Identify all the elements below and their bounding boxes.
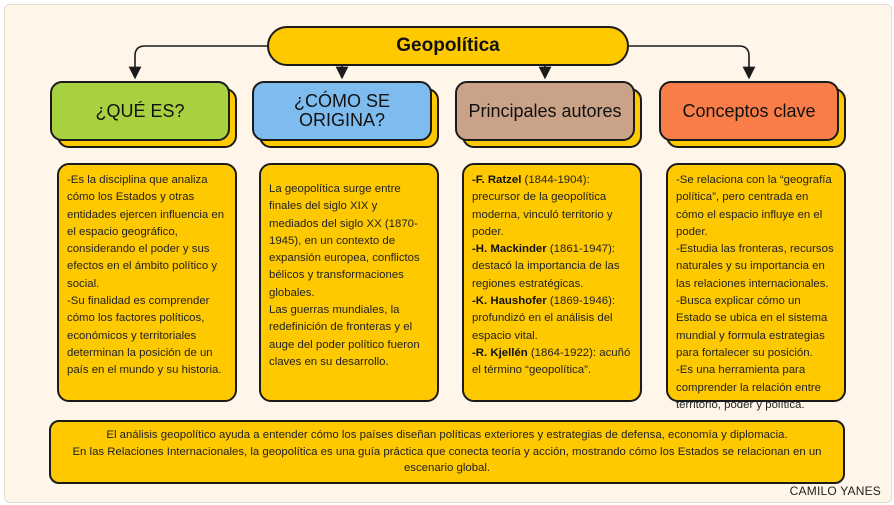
- concepto-paragraph: -Es una herramienta para comprender la relación entre territorio, poder y política.: [676, 364, 821, 411]
- origen-paragraph: Las guerras mundiales, la redefinición de fronteras y el auge del poder político fueron claves en su desarrollo.: [269, 304, 420, 368]
- summary-box: [49, 420, 845, 484]
- origen-paragraph: La geopolítica surge entre finales del siglo XIX y mediados del siglo XX (1870-1945), en un contexto de expansión europea, conflictos bélicos y transformaciones globales.: [269, 183, 420, 299]
- concepto-paragraph: -Se relaciona con la “geografía política”, pero centrada en cómo el espacio influye en el poder.: [676, 174, 832, 238]
- header-principales-autores: Principales autores: [455, 81, 635, 141]
- connector-left: [135, 46, 267, 73]
- que-es-paragraph: -Es la disciplina que analiza cómo los Estados y otras entidades ejercen influencia en el espacio geográfico, considerando el poder y sus efectos en el ámbito político y social.: [67, 174, 225, 290]
- author-name: -K. Haushofer: [472, 295, 547, 308]
- author-description: (1861-1947): destacó la importancia de las regiones estratégicas.: [472, 243, 620, 290]
- author-entry: [472, 345, 632, 380]
- content-principales-autores: [462, 163, 642, 402]
- diagram-title: Geopolítica: [267, 26, 629, 66]
- author-name: -F. Ratzel: [472, 174, 522, 186]
- author-name: -H. Mackinder: [472, 243, 547, 256]
- author-description: (1864-1922): acuñó el término “geopolítica”.: [472, 346, 631, 377]
- canvas: [4, 4, 892, 503]
- concepto-paragraph: -Busca explicar cómo un Estado se ubica en el sistema mundial y formula estrategias para fortalecer su posición.: [676, 295, 828, 359]
- header-como-se-origina: ¿CÓMO SE ORIGINA?: [252, 81, 432, 141]
- content-conceptos-clave: [666, 163, 846, 411]
- author-description: (1844-1904): precursor de la geopolítica moderna, vinculó territorio y poder.: [472, 174, 613, 238]
- concepto-paragraph: -Estudia las fronteras, recursos naturales y su importancia en las relaciones internacionales.: [676, 243, 834, 290]
- author-entry: [472, 241, 632, 293]
- header-que-es: ¿QUÉ ES?: [50, 81, 230, 141]
- author-entry: [472, 293, 632, 345]
- content-que-es: [57, 163, 237, 402]
- connector-right: [629, 46, 749, 73]
- content-como-se-origina: [259, 163, 439, 402]
- author-credit: CAMILO YANES: [789, 484, 881, 498]
- que-es-paragraph: -Su finalidad es comprender cómo los factores políticos, económicos y territoriales determinan la posición de un país en el mundo y su historia.: [67, 295, 222, 377]
- summary-line: En las Relaciones Internacionales, la geopolítica es una guía práctica que conecta teoría y acción, mostrando cómo los Estados se relacionan en un escenario global.: [72, 445, 822, 475]
- author-entry: [472, 172, 632, 241]
- summary-line: El análisis geopolítico ayuda a entender cómo los países diseñan políticas exteriores y estrategias de defensa, economía y diplomacia.: [106, 429, 788, 442]
- header-conceptos-clave: Conceptos clave: [659, 81, 839, 141]
- author-name: -R. Kjellén: [472, 346, 528, 359]
- author-description: (1869-1946): profundizó en el análisis del espacio vital.: [472, 295, 616, 342]
